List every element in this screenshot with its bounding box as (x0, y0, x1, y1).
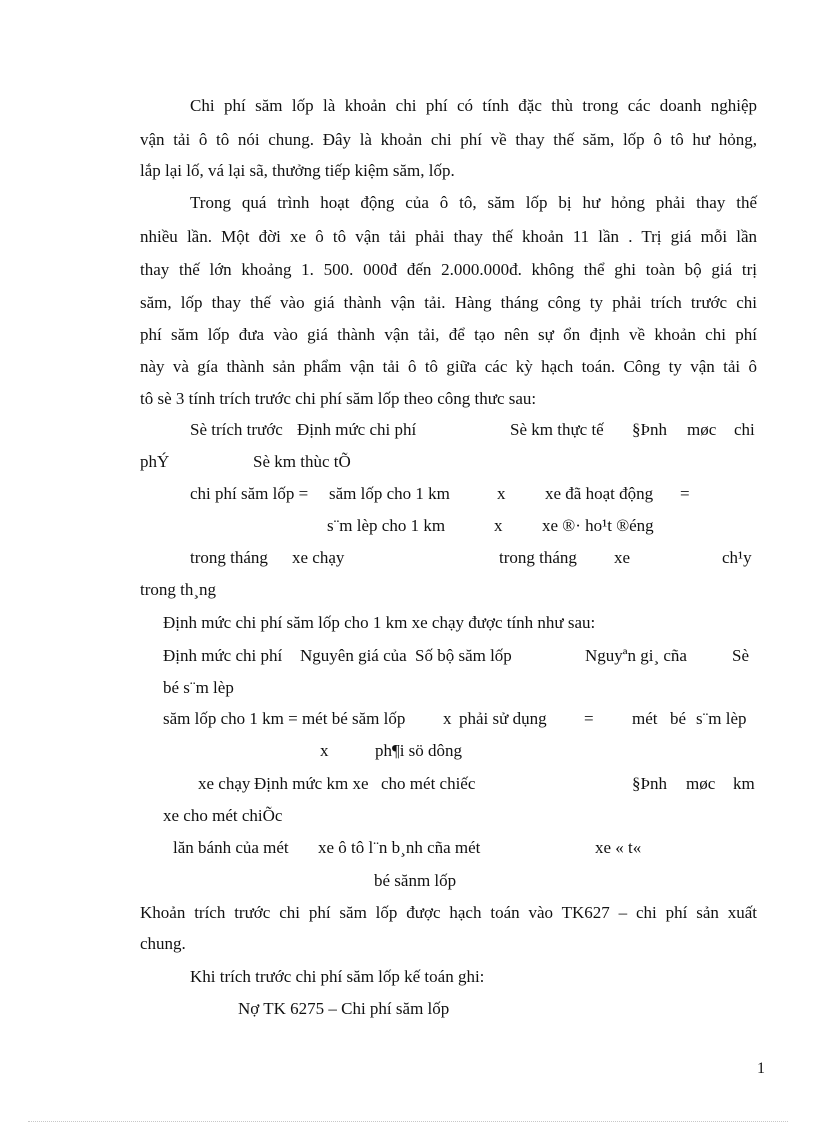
formula-2-r1-a: Định mức chi phí (163, 646, 283, 665)
formula-1-r4-c: xe ®· ho¹t ®éng (542, 516, 654, 535)
paragraph-2-line-6: này và gía thành sản phẩm vận tải ô tô giữa các kỳ hạch toán. Công ty vận tải ô (140, 357, 757, 376)
paragraph-1-line-3: lắp lại lố, vá lại sã, thưởng tiếp kiệm săm, lốp. (140, 161, 455, 180)
paragraph-2-line-2: nhiều lần. Một đời xe ô tô vận tải phải thay thế khoản 11 lần . Trị giá mỗi lần (140, 227, 757, 246)
paragraph-1-line-1: Chi phí săm lốp là khoản chi phí có tính đặc thù trong các doanh nghiệp (190, 96, 757, 115)
formula-1-r4-b: x (494, 516, 503, 535)
formula-2-r5-c: cho mét chiếc (381, 774, 476, 793)
paragraph-2-line-1: Trong quá trình hoạt động của ô tô, săm lốp bị hư hỏng phải thay thế (190, 193, 757, 212)
formula-2-r7-a: lăn bánh của mét (173, 838, 289, 857)
formula-1-r3-a: chi phí săm lốp = (190, 484, 309, 503)
formula-2-r5-f: km (733, 774, 755, 793)
formula-1-r5-c: trong tháng (499, 548, 577, 567)
paragraph-2-line-5: phí săm lốp đưa vào giá thành vận tải, để tạo nên sự ổn định về khoản chi phí (140, 325, 757, 344)
formula-2-r5-e: møc (686, 774, 716, 793)
page-number: 1 (757, 1060, 765, 1077)
accounting-entry: Nợ TK 6275 – Chi phí săm lốp (238, 999, 450, 1018)
formula-2-r4-b: ph¶i sö dông (375, 741, 463, 760)
formula-2-r3-f: bé (670, 709, 687, 728)
formula-1-r1-f: chi (734, 420, 755, 439)
formula-1-r1-d: §Þnh (632, 420, 667, 439)
formula-2-intro: Định mức chi phí săm lốp cho 1 km xe chạy được tính như sau: (163, 613, 596, 632)
formula-2-r5-b: Định mức km xe (254, 774, 369, 793)
footer-divider (28, 1121, 788, 1122)
formula-1-r5-d: xe (614, 548, 631, 567)
formula-1-r3-d: xe đã hoạt động (545, 484, 654, 503)
formula-1-r1-c: Sè km thực tế (510, 420, 604, 439)
paragraph-2-line-7: tô sè 3 tính trích trước chi phí săm lốp theo công thưc sau: (140, 389, 537, 408)
formula-1-r2-a: phÝ (140, 452, 170, 471)
formula-1-r4-a: s¨m lèp cho 1 km (327, 516, 446, 535)
paragraph-3-line-1: Khoản trích trước chi phí săm lốp được hạch toán vào TK627 – chi phí sản xuất (140, 903, 757, 922)
formula-2-r3-d: = (584, 709, 594, 728)
formula-2-r7-c: xe « t« (595, 838, 642, 857)
formula-1-r1-b: Định mức chi phí (297, 420, 417, 439)
formula-1-r1-a: Sè trích trước (190, 420, 283, 439)
formula-1-r5-b: xe chạy (292, 548, 345, 567)
formula-2-r3-g: s¨m lèp (696, 709, 747, 728)
formula-1-r6-a: trong th¸ng (140, 580, 217, 599)
paragraph-2-line-4: săm, lốp thay thế vào giá thành vận tải. Hàng tháng công ty phải trích trước chi (140, 293, 757, 312)
paragraph-3-line-2: chung. (140, 934, 186, 953)
formula-2-r3-c: phải sử dụng (459, 709, 547, 728)
formula-2-r5-a: xe chạy (198, 774, 251, 793)
formula-2-r1-e: Sè (732, 646, 749, 665)
formula-1-r3-b: săm lốp cho 1 km (329, 484, 450, 503)
formula-2-r8-a: bé sănm lốp (374, 871, 457, 890)
formula-2-r3-b: x (443, 709, 452, 728)
formula-2-r5-d: §Þnh (632, 774, 667, 793)
formula-2-r3-e: mét (632, 709, 658, 728)
paragraph-4: Khi trích trước chi phí săm lốp kế toán ghi: (190, 967, 485, 986)
paragraph-1-line-2: vận tải ô tô nói chung. Đây là khoản chi phí về thay thế săm, lốp ô tô hư hỏng, (140, 130, 757, 149)
formula-1-r1-e: møc (687, 420, 717, 439)
formula-2-r1-d: Nguyªn gi¸ cña (585, 646, 687, 665)
formula-2-r1-b: Nguyên giá của (300, 646, 407, 665)
formula-2-r2-a: bé s¨m lèp (163, 678, 234, 697)
formula-1-r2-b: Sè km thùc tÕ (253, 452, 351, 471)
formula-1-r3-e: = (680, 484, 690, 503)
paragraph-2-line-3: thay thế lớn khoảng 1. 500. 000đ đến 2.000.000đ. không thể ghi toàn bộ giá trị (140, 260, 757, 279)
formula-2-r1-c: Số bộ săm lốp (415, 646, 512, 665)
formula-2-r3-a: săm lốp cho 1 km = mét bé săm lốp (163, 709, 406, 728)
formula-2-r4-a: x (320, 741, 329, 760)
formula-2-r7-b: xe ô tô l¨n b¸nh cña mét (318, 838, 481, 857)
formula-2-r6-a: xe cho mét chiÕc (163, 806, 283, 825)
formula-1-r5-a: trong tháng (190, 548, 268, 567)
formula-1-r5-e: ch¹y (722, 548, 752, 567)
formula-1-r3-c: x (497, 484, 506, 503)
